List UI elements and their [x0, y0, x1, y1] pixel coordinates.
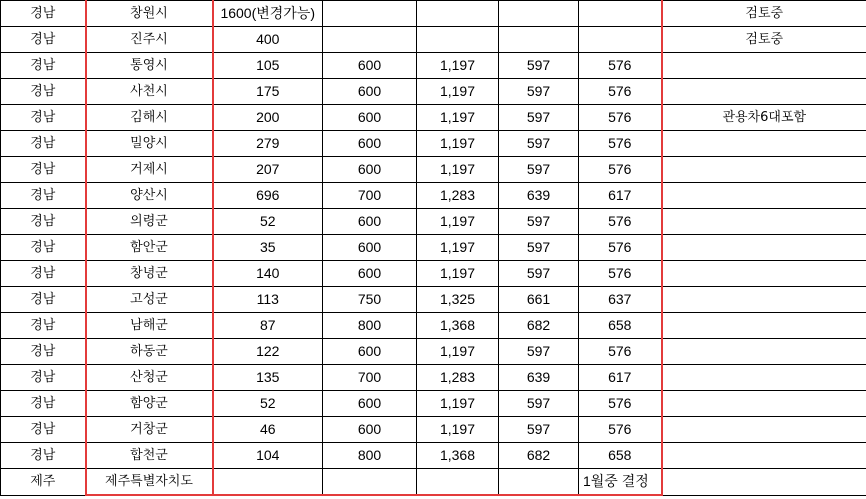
cell-quantity[interactable]: 52 — [213, 391, 323, 417]
cell-subsidy-total[interactable]: 1,368 — [417, 313, 499, 339]
cell-remarks[interactable] — [662, 157, 866, 183]
cell-subsidy-total[interactable]: 1,197 — [417, 157, 499, 183]
cell-subsidy-a[interactable]: 600 — [323, 261, 417, 287]
table-row — [1, 469, 866, 496]
table-row — [1, 105, 866, 131]
cell-subsidy-c[interactable] — [579, 27, 662, 53]
cell-remarks[interactable] — [662, 365, 866, 391]
cell-city[interactable]: 하동군 — [86, 339, 213, 365]
cell-quantity[interactable] — [213, 469, 323, 496]
cell-subsidy-b[interactable]: 661 — [499, 287, 579, 313]
cell-subsidy-a[interactable]: 600 — [323, 235, 417, 261]
cell-subsidy-c[interactable]: 576 — [579, 339, 662, 365]
cell-subsidy-b[interactable]: 597 — [499, 339, 579, 365]
cell-subsidy-b[interactable]: 597 — [499, 235, 579, 261]
table-row — [1, 287, 866, 313]
cell-quantity[interactable]: 52 — [213, 209, 323, 235]
cell-region[interactable]: 경남 — [1, 339, 86, 365]
cell-subsidy-a[interactable]: 600 — [323, 79, 417, 105]
cell-city[interactable]: 함안군 — [86, 235, 213, 261]
cell-remarks[interactable] — [662, 339, 866, 365]
cell-remarks[interactable] — [662, 287, 866, 313]
table-row — [1, 27, 866, 53]
cell-quantity[interactable]: 104 — [213, 443, 323, 469]
cell-city[interactable]: 김해시 — [86, 105, 213, 131]
cell-subsidy-a[interactable] — [323, 1, 417, 27]
cell-remarks[interactable]: 검토중 — [662, 27, 866, 53]
cell-remarks[interactable] — [662, 443, 866, 469]
cell-city[interactable]: 합천군 — [86, 443, 213, 469]
cell-subsidy-a[interactable]: 600 — [323, 391, 417, 417]
cell-remarks[interactable] — [662, 53, 866, 79]
cell-quantity[interactable]: 207 — [213, 157, 323, 183]
cell-quantity[interactable]: 140 — [213, 261, 323, 287]
cell-subsidy-total[interactable] — [417, 1, 499, 27]
cell-region[interactable]: 경남 — [1, 417, 86, 443]
cell-quantity[interactable]: 696 — [213, 183, 323, 209]
cell-subsidy-total[interactable]: 1,197 — [417, 53, 499, 79]
cell-remarks[interactable] — [662, 131, 866, 157]
cell-subsidy-a[interactable] — [323, 469, 417, 496]
cell-quantity[interactable]: 1600(변경가능) — [213, 1, 323, 27]
cell-subsidy-b[interactable]: 682 — [499, 443, 579, 469]
table-row — [1, 313, 866, 339]
cell-region[interactable]: 경남 — [1, 443, 86, 469]
cell-subsidy-c[interactable] — [579, 1, 662, 27]
cell-subsidy-c[interactable]: 576 — [579, 131, 662, 157]
cell-region[interactable]: 경남 — [1, 1, 86, 27]
table-row — [1, 79, 866, 105]
cell-subsidy-a[interactable]: 800 — [323, 313, 417, 339]
cell-subsidy-b[interactable]: 597 — [499, 157, 579, 183]
cell-remarks[interactable] — [662, 313, 866, 339]
cell-subsidy-b[interactable]: 639 — [499, 183, 579, 209]
cell-region[interactable]: 경남 — [1, 53, 86, 79]
cell-city[interactable]: 양산시 — [86, 183, 213, 209]
cell-city[interactable]: 거제시 — [86, 157, 213, 183]
cell-city[interactable]: 고성군 — [86, 287, 213, 313]
cell-subsidy-c[interactable]: 576 — [579, 235, 662, 261]
cell-subsidy-b[interactable]: 639 — [499, 365, 579, 391]
cell-subsidy-c[interactable]: 576 — [579, 79, 662, 105]
cell-city[interactable]: 사천시 — [86, 79, 213, 105]
cell-subsidy-total[interactable]: 1,197 — [417, 339, 499, 365]
cell-region[interactable]: 제주 — [1, 469, 86, 496]
cell-subsidy-total[interactable]: 1,197 — [417, 417, 499, 443]
cell-city[interactable]: 제주특별자치도 — [86, 469, 213, 496]
cell-city[interactable]: 남해군 — [86, 313, 213, 339]
cell-remarks[interactable] — [662, 235, 866, 261]
cell-subsidy-b[interactable]: 597 — [499, 131, 579, 157]
cell-quantity[interactable]: 35 — [213, 235, 323, 261]
cell-remarks[interactable] — [662, 183, 866, 209]
cell-region[interactable]: 경남 — [1, 183, 86, 209]
cell-subsidy-total[interactable]: 1,197 — [417, 79, 499, 105]
cell-subsidy-a[interactable]: 600 — [323, 105, 417, 131]
table-row — [1, 183, 866, 209]
cell-subsidy-total[interactable]: 1,283 — [417, 183, 499, 209]
cell-subsidy-c[interactable]: 637 — [579, 287, 662, 313]
cell-subsidy-b[interactable]: 597 — [499, 79, 579, 105]
cell-remarks[interactable] — [662, 209, 866, 235]
cell-subsidy-a[interactable]: 600 — [323, 417, 417, 443]
cell-quantity[interactable]: 87 — [213, 313, 323, 339]
cell-region[interactable]: 경남 — [1, 235, 86, 261]
cell-subsidy-b[interactable]: 597 — [499, 105, 579, 131]
cell-region[interactable]: 경남 — [1, 391, 86, 417]
cell-region[interactable]: 경남 — [1, 365, 86, 391]
cell-subsidy-total[interactable]: 1,197 — [417, 105, 499, 131]
cell-subsidy-total[interactable]: 1,197 — [417, 391, 499, 417]
cell-subsidy-a[interactable]: 800 — [323, 443, 417, 469]
table-row — [1, 391, 866, 417]
cell-quantity[interactable]: 46 — [213, 417, 323, 443]
cell-subsidy-total[interactable]: 1,325 — [417, 287, 499, 313]
cell-subsidy-total[interactable] — [417, 27, 499, 53]
cell-subsidy-b[interactable]: 597 — [499, 391, 579, 417]
cell-region[interactable]: 경남 — [1, 27, 86, 53]
cell-city[interactable]: 창원시 — [86, 1, 213, 27]
cell-subsidy-c[interactable]: 617 — [579, 365, 662, 391]
cell-subsidy-b[interactable] — [499, 27, 579, 53]
cell-region[interactable]: 경남 — [1, 209, 86, 235]
cell-subsidy-c[interactable]: 576 — [579, 53, 662, 79]
cell-subsidy-b[interactable]: 682 — [499, 313, 579, 339]
cell-subsidy-b[interactable]: 597 — [499, 209, 579, 235]
cell-city[interactable]: 통영시 — [86, 53, 213, 79]
cell-quantity[interactable]: 175 — [213, 79, 323, 105]
table-row — [1, 235, 866, 261]
table-row — [1, 261, 866, 287]
cell-city[interactable]: 창녕군 — [86, 261, 213, 287]
cell-region[interactable]: 경남 — [1, 287, 86, 313]
cell-subsidy-a[interactable] — [323, 27, 417, 53]
cell-subsidy-c[interactable]: 576 — [579, 105, 662, 131]
cell-remarks[interactable] — [662, 391, 866, 417]
cell-region[interactable]: 경남 — [1, 313, 86, 339]
cell-subsidy-b[interactable]: 597 — [499, 417, 579, 443]
cell-subsidy-c[interactable]: 658 — [579, 313, 662, 339]
cell-subsidy-total[interactable] — [417, 469, 499, 496]
cell-quantity[interactable]: 200 — [213, 105, 323, 131]
cell-subsidy-a[interactable]: 600 — [323, 157, 417, 183]
cell-quantity[interactable]: 279 — [213, 131, 323, 157]
cell-subsidy-a[interactable]: 750 — [323, 287, 417, 313]
cell-city[interactable]: 밀양시 — [86, 131, 213, 157]
cell-remarks[interactable]: 검토중 — [662, 1, 866, 27]
cell-quantity[interactable]: 135 — [213, 365, 323, 391]
cell-region[interactable]: 경남 — [1, 105, 86, 131]
cell-subsidy-b[interactable]: 597 — [499, 261, 579, 287]
cell-quantity[interactable]: 122 — [213, 339, 323, 365]
table-row — [1, 209, 866, 235]
cell-region[interactable]: 경남 — [1, 79, 86, 105]
table-row — [1, 443, 866, 469]
cell-city[interactable]: 진주시 — [86, 27, 213, 53]
cell-subsidy-c[interactable]: 617 — [579, 183, 662, 209]
sheet-body — [1, 1, 866, 496]
cell-city[interactable]: 산청군 — [86, 365, 213, 391]
cell-subsidy-total[interactable]: 1,368 — [417, 443, 499, 469]
table-row — [1, 157, 866, 183]
cell-subsidy-b[interactable] — [499, 469, 579, 496]
cell-region[interactable]: 경남 — [1, 157, 86, 183]
cell-subsidy-a[interactable]: 600 — [323, 339, 417, 365]
cell-subsidy-total[interactable]: 1,197 — [417, 235, 499, 261]
cell-subsidy-total[interactable]: 1,197 — [417, 131, 499, 157]
table-row — [1, 417, 866, 443]
cell-city[interactable]: 거창군 — [86, 417, 213, 443]
cell-remarks[interactable]: 관용차6대포함 — [662, 105, 866, 131]
cell-subsidy-c[interactable]: 576 — [579, 261, 662, 287]
cell-subsidy-total[interactable]: 1,197 — [417, 209, 499, 235]
cell-quantity[interactable]: 105 — [213, 53, 323, 79]
cell-subsidy-b[interactable] — [499, 1, 579, 27]
cell-subsidy-c[interactable]: 576 — [579, 417, 662, 443]
cell-region[interactable]: 경남 — [1, 131, 86, 157]
cell-subsidy-b[interactable]: 597 — [499, 53, 579, 79]
cell-subsidy-a[interactable]: 600 — [323, 53, 417, 79]
cell-remarks[interactable] — [662, 417, 866, 443]
cell-quantity[interactable]: 113 — [213, 287, 323, 313]
cell-subsidy-a[interactable]: 700 — [323, 183, 417, 209]
cell-subsidy-c[interactable]: 576 — [579, 209, 662, 235]
table-row — [1, 53, 866, 79]
cell-subsidy-total[interactable]: 1,283 — [417, 365, 499, 391]
table-row — [1, 339, 866, 365]
cell-city[interactable]: 함양군 — [86, 391, 213, 417]
cell-remarks[interactable] — [662, 261, 866, 287]
table-row — [1, 131, 866, 157]
cell-subsidy-total[interactable]: 1,197 — [417, 261, 499, 287]
cell-subsidy-a[interactable]: 600 — [323, 131, 417, 157]
cell-remarks[interactable] — [662, 79, 866, 105]
cell-region[interactable]: 경남 — [1, 261, 86, 287]
table-row — [1, 1, 866, 27]
table-row — [1, 365, 866, 391]
cell-city[interactable]: 의령군 — [86, 209, 213, 235]
cell-subsidy-c[interactable]: 1월중 결정 — [579, 469, 662, 496]
cell-subsidy-c[interactable]: 576 — [579, 157, 662, 183]
cell-subsidy-c[interactable]: 576 — [579, 391, 662, 417]
cell-subsidy-a[interactable]: 700 — [323, 365, 417, 391]
cell-subsidy-c[interactable]: 658 — [579, 443, 662, 469]
cell-remarks[interactable] — [662, 469, 866, 496]
cell-subsidy-a[interactable]: 600 — [323, 209, 417, 235]
cell-quantity[interactable]: 400 — [213, 27, 323, 53]
